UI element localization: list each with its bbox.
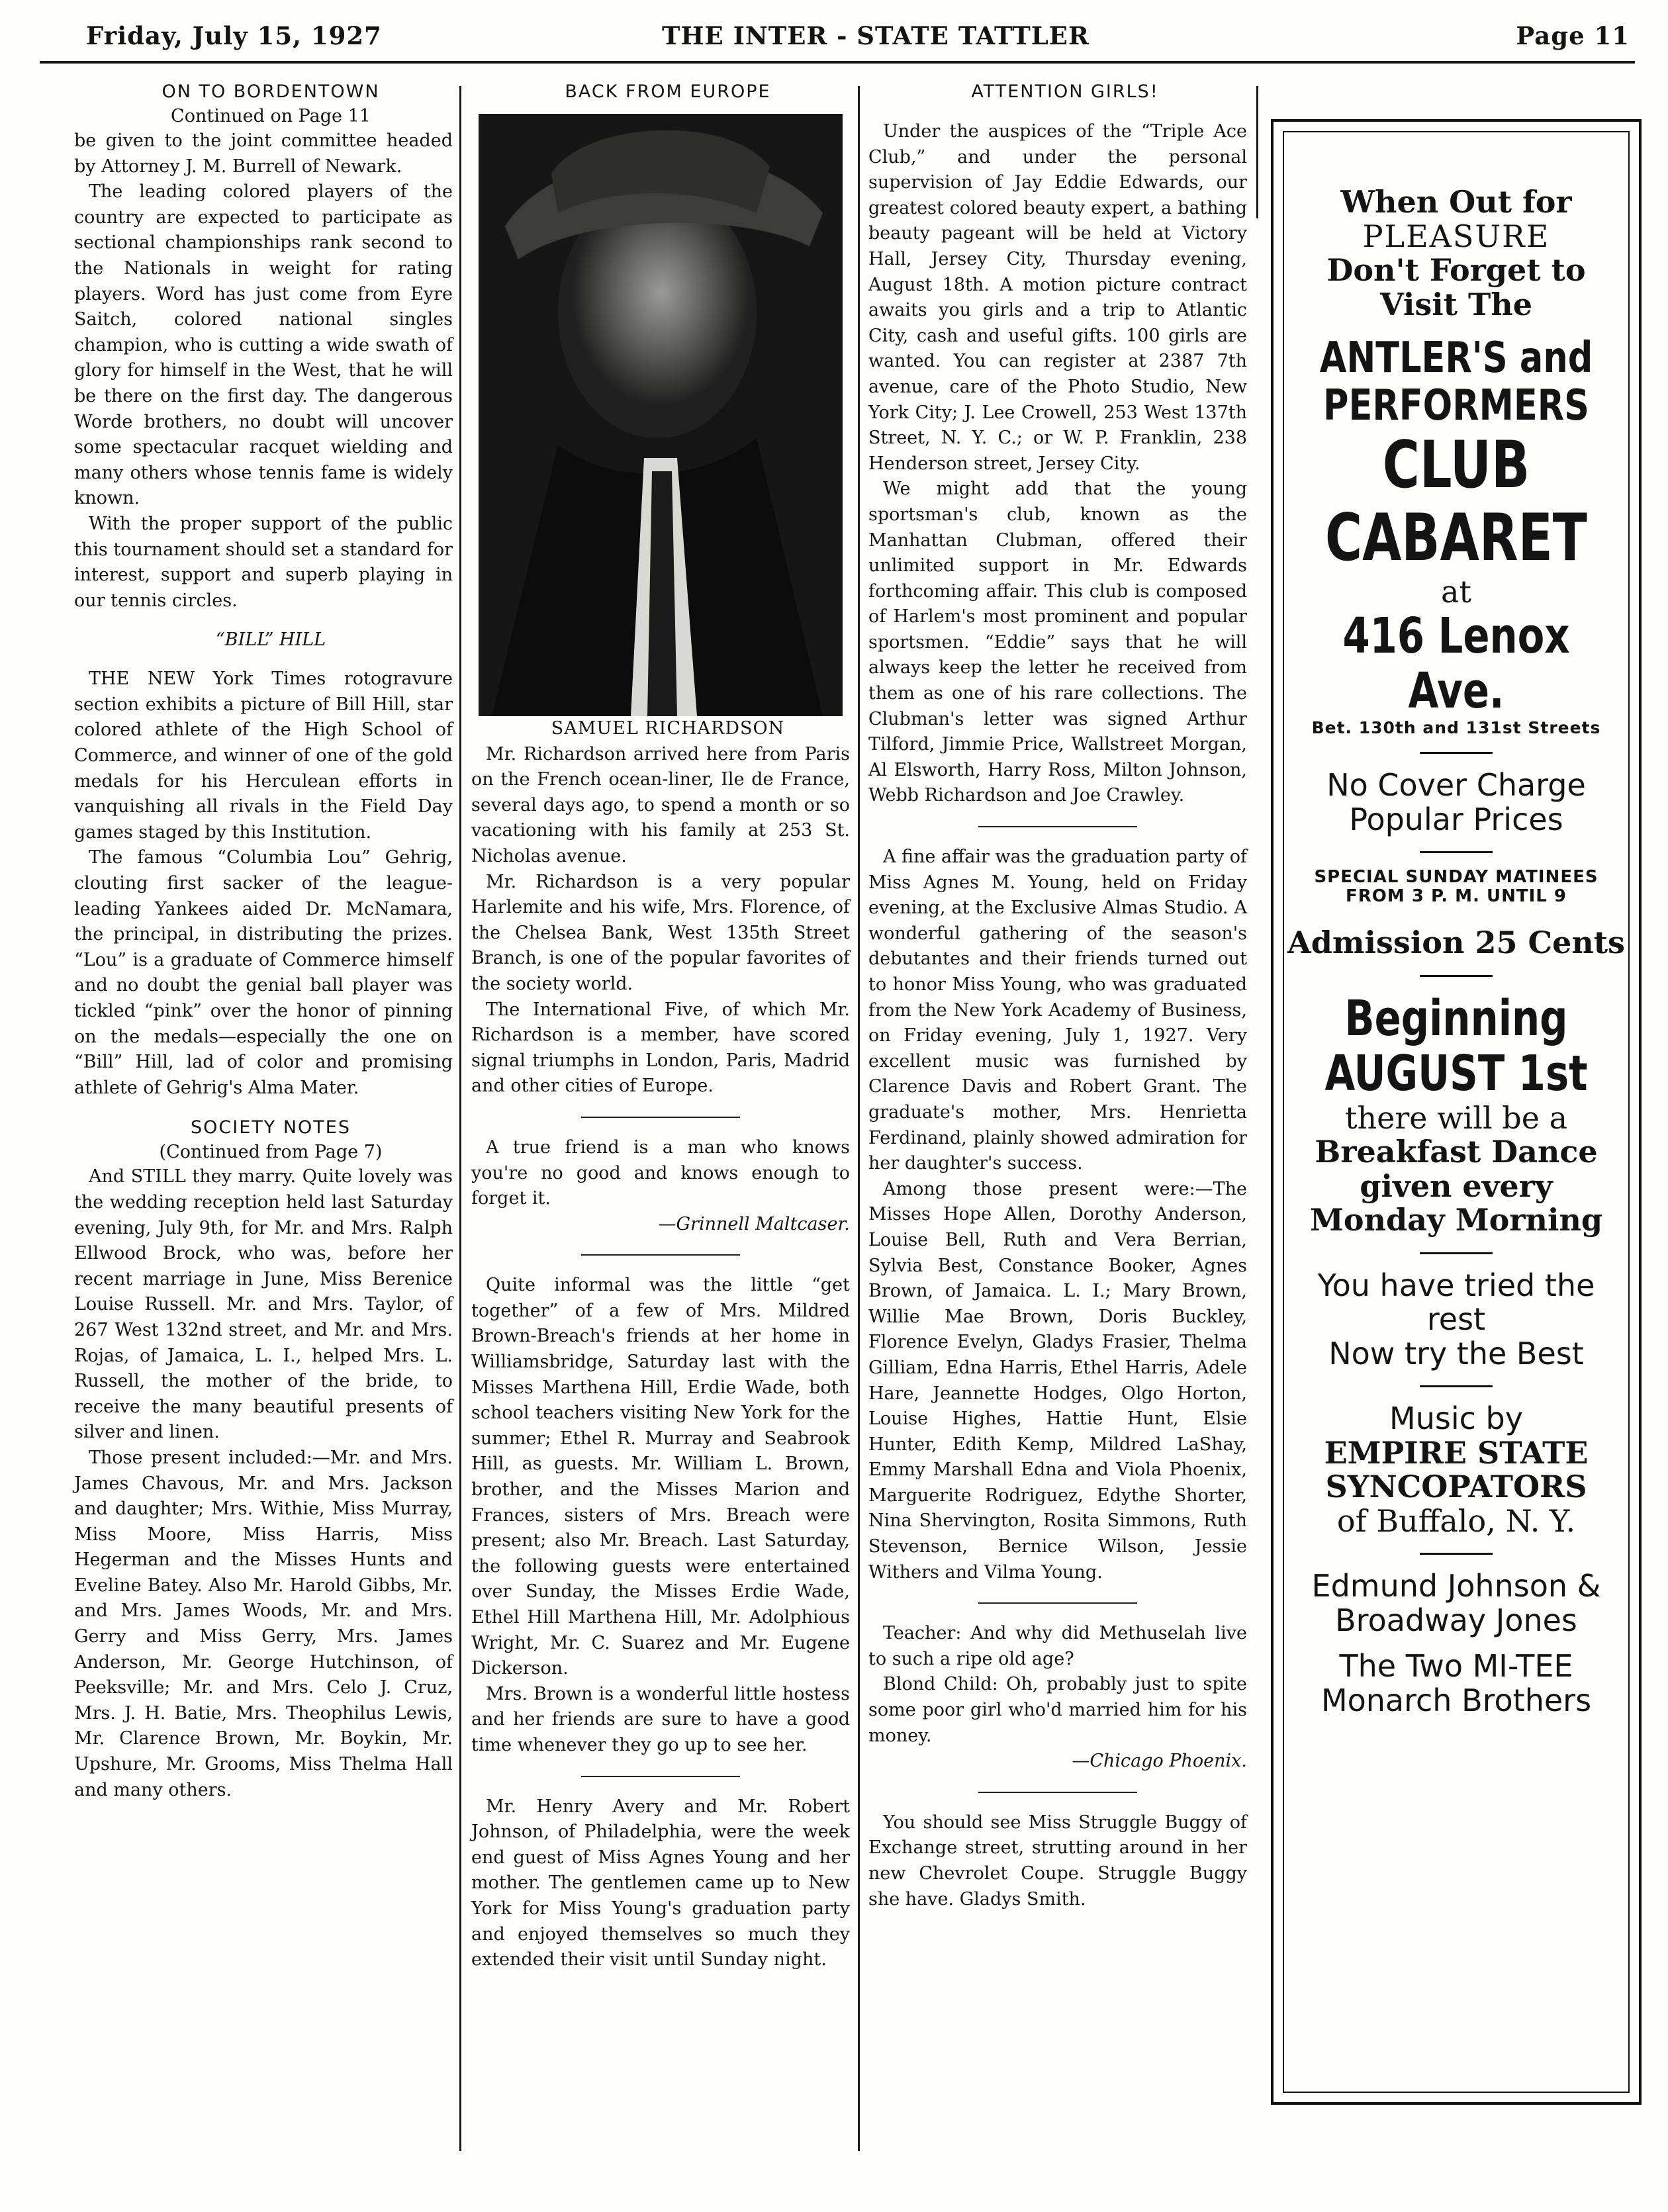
article-paragraph: Among those present were:—The Misses Hope Allen, Dorothy Anderson, Louise Bell, Ruth and Vera Berrian, Sylvia Best, Constance Booker, Agnes Brown, of Jamaica. L. I.; Mary Brown, Willie Mae Brown, Doris Buckley, Florence Evelyn, Gladys Frasier, Thelma Gilliam, Edna Harris, Ethel Harris, Adele Hare, Jeannette Hodges, Olgo Horton, Louise Highes, Hattie Hunt, Elsie Hunter, Edith Kemp, Mildred LaShay, Emmy Marshall Edna and Viola Phoenix, Marguerite Rodriguez, Edythe Shorter, Nina Shervington, Rosita Simmons, Ruth Stevenson, Bernice Wilson, Jessie Withers and Vilma Young.: [868, 1178, 1247, 1583]
ad-line: CABARET: [1325, 500, 1587, 576]
ad-line: Don't Forget to: [1326, 252, 1586, 289]
ad-line: PERFORMERS: [1323, 381, 1589, 430]
ad-line: EMPIRE STATE: [1324, 1434, 1589, 1471]
article-paragraph: The leading colored players of the country are expected to participate as sectional championships rank second to the Nationals in weight for rating players. Word has just come from Eyre Saitch, colored national singles champion, who is cutting a wide swath of glory for himself in the West, that he will be there on the first day. The dangerous Worde brothers, no doubt will uncover some spectacular racquet wielding and many others whose tennis fame is widely known.: [74, 181, 453, 509]
article-headline: “BILL” HILL: [215, 629, 326, 651]
article-headline: BACK FROM EUROPE: [565, 81, 771, 102]
section-rule: [978, 1792, 1137, 1793]
advertisement-inner-border: [1283, 131, 1630, 2093]
section-rule: [581, 1254, 740, 1256]
joke-line: Teacher: And why did Methuselah live to such a ripe old age?: [868, 1623, 1247, 1669]
article-paragraph: The International Five, of which Mr. Richardson is a member, have scored signal triumphs in London, Paris, Madrid and other cities of Europe.: [471, 999, 850, 1097]
ad-line: at: [1441, 573, 1471, 610]
ad-line: ANTLER'S and: [1319, 334, 1593, 383]
ad-rule: [1420, 1252, 1493, 1254]
ad-line: You have tried the: [1317, 1267, 1595, 1303]
ad-rule: [1420, 1553, 1493, 1555]
ad-line: there will be a: [1344, 1099, 1567, 1136]
page-number: Page 11: [1516, 21, 1630, 50]
ad-line: Edmund Johnson &: [1311, 1568, 1601, 1604]
ad-rule: [1420, 975, 1493, 977]
article-paragraph: Mrs. Brown is a wonderful little hostess and her friends are sure to have a good time whenever they go up to see her.: [471, 1683, 850, 1755]
article-paragraph: Under the auspices of the “Triple Ace Club,” and under the personal supervision of Jay Eddie Edwards, our greatest colored beauty expert, a bathing beauty pageant will be held at Victory Hall, Jersey City, Thursday evening, August 18th. A motion picture contract awaits you girls and a trip to Atlantic City, cash and useful gifts. 100 girls are wanted. You can register at 2387 7th avenue, care of the Photo Studio, New York City; J. Lee Crowell, 253 West 137th Street, N. Y. C.; or W. P. Franklin, 238 Henderson street, Jersey City.: [868, 121, 1247, 474]
ad-line: The Two MI-TEE: [1339, 1648, 1573, 1684]
continuation-note: Continued on Page 11: [171, 106, 371, 126]
masthead: [40, 19, 1635, 58]
article-paragraph: Those present included:—Mr. and Mrs. James Chavous, Mr. and Mrs. Jackson and daughter; Mrs. Withie, Miss Murray, Miss Moore, Miss Harris, Miss Hegerman and the Misses Hunts and Eveline Batey. Also Mr. Harold Gibbs, Mr. and Mrs. James Woods, Mr. and Mrs. Gerry and Miss Gerry, Mrs. James Anderson, Mr. George Hutchinson, of Peeksville; Mr. and Mrs. Celo J. Cruz, Mrs. J. H. Batie, Mrs. Theophilus Lewis, Mr. Clarence Brown, Mr. Boykin, Mr. Upshure, Mr. Grooms, Miss Thelma Hall and many others.: [74, 1447, 453, 1800]
ad-line: Admission 25 Cents: [1287, 925, 1625, 961]
article-paragraph: And STILL they marry. Quite lovely was the wedding reception held last Saturday evening, July 9th, for Mr. and Mrs. Ralph Ellwood Brock, who was, before her recent marriage in June, Miss Berenice Louise Russell. Mr. and Mrs. Taylor, of 267 West 132nd street, and Mr. and Mrs. Rojas, of Jamaica, L. I., helped Mrs. L. Russell, the mother of the bride, to receive the many beautiful presents of silver and linen.: [74, 1166, 453, 1443]
column-divider: [858, 86, 860, 2151]
ad-rule: [1420, 1385, 1493, 1387]
column-divider: [459, 86, 461, 2151]
article-paragraph: be given to the joint committee headed by Attorney J. M. Burrell of Newark.: [74, 130, 453, 177]
article-paragraph: Quite informal was the little “get together” of a few of Mrs. Mildred Brown-Breach's friends at her home in Williamsbridge, Saturday last with the Misses Marthena Hill, Erdie Wade, both school teachers visiting New York for the summer; Ethel R. Murray and Seabrook Hill, as guests. Mr. William L. Brown, brother, and the Misses Marion and Frances, sisters of Mrs. Breach were present; also Mr. Breach. Last Saturday, the following guests were entertained over Sunday, the Misses Erdie Wade, Ethel Hill Marthena Hill, Mr. Adolphious Wright, Mr. C. Suarez and Mr. Eugene Dickerson.: [471, 1275, 850, 1679]
section-rule: [581, 1776, 740, 1777]
ad-line: SYNCOPATORS: [1325, 1469, 1587, 1505]
article-paragraph: Mr. Richardson is a very popular Harlemite and his wife, Mrs. Florence, of the Chelsea Bank, West 135th Street Branch, is one of the popular favorites of the society world.: [471, 871, 850, 994]
ad-line: Popular Prices: [1349, 801, 1563, 837]
ad-line: Now try the Best: [1328, 1335, 1584, 1371]
ad-line: of Buffalo, N. Y.: [1336, 1502, 1576, 1539]
ad-line: Bet. 130th and 131st Streets: [1311, 718, 1601, 738]
ad-line: Monday Morning: [1309, 1202, 1603, 1238]
article-paragraph: A fine affair was the graduation party of Miss Agnes M. Young, held on Friday evening, at the Exclusive Almas Studio. A wonderful gathering of the season's debutantes and their friends turned out to honor Miss Young, who was graduated from the New York Academy of Business, on Friday evening, July 1, 1927. Very excellent music was furnished by Clarence Davis and Robert Grant. The graduate's mother, Mrs. Henrietta Ferdinand, plainly showed admiration for her daughter's success.: [868, 847, 1247, 1174]
section-rule: [581, 1117, 740, 1118]
quote-paragraph: A true friend is a man who knows you're no good and knows enough to forget it.: [471, 1136, 850, 1209]
article-paragraph: With the proper support of the public this tournament should set a standard for interest, support and superb playing in our tennis circles.: [74, 513, 453, 611]
quote-attribution: —Grinnell Maltcaser.: [658, 1213, 850, 1234]
ad-line: Beginning: [1344, 990, 1568, 1047]
ad-line: Visit The: [1380, 286, 1532, 322]
article-paragraph: Mr. Henry Avery and Mr. Robert Johnson, of Philadelphia, were the week end guest of Miss Agnes Young and her mother. The gentlemen came up to New York for Miss Young's graduation party and enjoyed themselves so much they extended their visit until Sunday night.: [471, 1796, 850, 1970]
ad-line: 416 Lenox Ave.: [1342, 608, 1570, 720]
article-paragraph: THE NEW York Times rotogravure section exhibits a picture of Bill Hill, star colored athlete of the High School of Commerce, and winner of one of the gold medals for his Herculean efforts in vanquishing all rivals in the Field Day games staged by this Institution.: [74, 668, 453, 843]
ad-line: No Cover Charge: [1326, 767, 1586, 804]
ad-line: CLUB: [1382, 428, 1530, 504]
portrait-photo: [479, 114, 843, 716]
column-3: [868, 79, 1247, 1912]
section-rule: [978, 1602, 1137, 1604]
cabaret-advertisement: [1271, 119, 1642, 2105]
joke-line: Blond Child: Oh, probably just to spite some poor girl who'd married him for his money.: [868, 1674, 1247, 1746]
joke-attribution: —Chicago Phoenix.: [1072, 1751, 1247, 1772]
column-divider: [1256, 86, 1258, 218]
column-2: [471, 79, 850, 1973]
ad-line: Broadway Jones: [1335, 1602, 1577, 1638]
ad-line: rest: [1426, 1301, 1486, 1338]
ad-line: Monarch Brothers: [1320, 1682, 1592, 1718]
article-headline: ATTENTION GIRLS!: [971, 81, 1159, 102]
article-headline: ON TO BORDENTOWN: [162, 81, 380, 102]
newspaper-title: THE INTER - STATE TATTLER: [662, 21, 1089, 50]
article-paragraph: We might add that the young sportsman's club, known as the Manhattan Clubman, offered their unlimited support in Mr. Edwards forthcoming affair. This club is composed of Harlem's most prominent and popular sportsmen. “Eddie” says that he will always keep the letter he received from them as one of his rare collections. The Clubman's letter was signed Arthur Tilford, Jimmie Price, Wallstreet Morgan, Al Elsworth, Harry Ross, Milton Johnson, Webb Richardson and Joe Crawley.: [868, 479, 1247, 806]
article-paragraph: You should see Miss Struggle Buggy of Exchange street, strutting around in her new Chevrolet Coupe. Struggle Buggy she have. Gladys Smith.: [868, 1812, 1247, 1910]
issue-date: Friday, July 15, 1927: [86, 21, 382, 50]
ad-line: PLEASURE: [1362, 218, 1550, 254]
masthead-rule: [40, 61, 1635, 64]
ad-line: When Out for: [1340, 184, 1572, 220]
ad-line: Music by: [1389, 1401, 1523, 1437]
ad-rule: [1420, 851, 1493, 853]
article-paragraph: The famous “Columbia Lou” Gehrig, clouting first sacker of the league-leading Yankees aided Dr. McNamara, the principal, in distributing the prizes. “Lou” is a graduate of Commerce himself and no doubt the genial ball player was tickled “pink” over the honor of pinning on the medals—especially the one on “Bill” Hill, lad of color and promising athlete of Gehrig's Alma Mater.: [74, 847, 453, 1098]
ad-line: FROM 3 P. M. UNTIL 9: [1346, 886, 1567, 907]
article-headline: SOCIETY NOTES: [191, 1117, 351, 1138]
portrait-image: [479, 114, 843, 716]
continuation-note: (Continued from Page 7): [159, 1142, 383, 1163]
photo-caption: SAMUEL RICHARDSON: [551, 718, 785, 739]
column-1: [74, 79, 453, 1803]
ad-line: AUGUST 1st: [1324, 1044, 1588, 1102]
ad-line: Breakfast Dance: [1315, 1134, 1598, 1170]
ad-line: SPECIAL SUNDAY MATINEES: [1314, 867, 1598, 888]
article-paragraph: Mr. Richardson arrived here from Paris on the French ocean-liner, Ile de France, several days ago, to spend a month or so vacationing with his family at 253 St. Nicholas avenue.: [471, 743, 850, 866]
ad-line: given every: [1360, 1168, 1553, 1204]
ad-rule: [1420, 752, 1493, 754]
section-rule: [978, 826, 1137, 827]
